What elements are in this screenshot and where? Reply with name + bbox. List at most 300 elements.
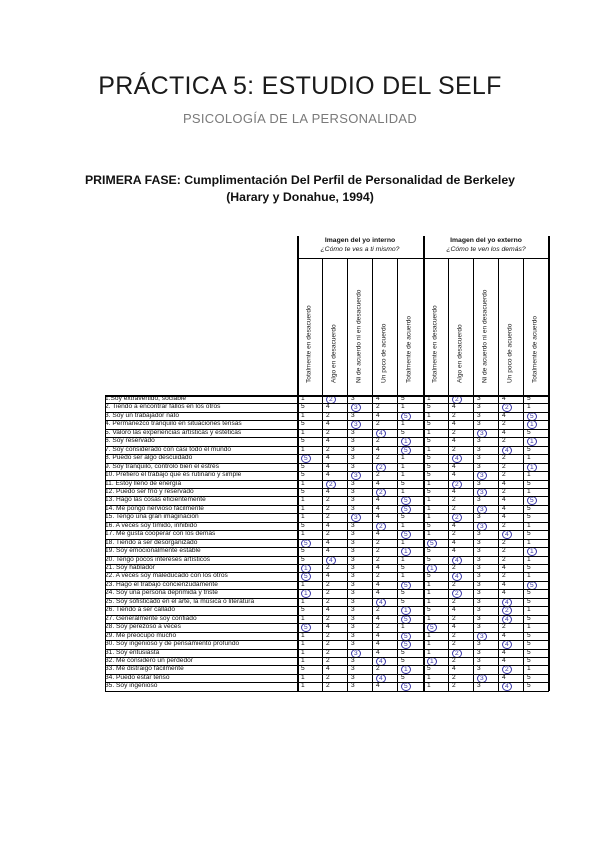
score-cell: 5 [427, 665, 431, 673]
score-cell: 3 [477, 648, 481, 656]
score-cell: 1 [301, 580, 305, 588]
score-cell: 5 [401, 656, 405, 664]
page-title: PRÁCTICA 5: ESTUDIO DEL SELF [98, 72, 502, 100]
score-cell: 2 [502, 547, 506, 555]
circled-answer: 4 [376, 674, 386, 683]
header-divider [297, 258, 549, 259]
circled-answer: 4 [502, 682, 512, 691]
score-cell: 4 [376, 395, 380, 402]
score-cell: 1 [301, 597, 305, 605]
row-divider [105, 429, 549, 430]
circled-answer: 2 [502, 403, 512, 412]
row-divider [105, 463, 549, 464]
score-cell: 1 [301, 504, 305, 512]
score-cell: 2 [376, 606, 380, 614]
circled-answer: 5 [527, 496, 537, 505]
score-cell: 4 [452, 420, 456, 428]
column-divider [498, 258, 499, 691]
score-cell: 5 [301, 555, 305, 563]
score-cell: 1 [527, 521, 531, 529]
score-cell: 1 [301, 530, 305, 538]
circled-answer: 5 [401, 615, 411, 624]
circled-answer: 4 [376, 657, 386, 666]
score-cell: 3 [477, 564, 481, 571]
score-cell: 5 [301, 462, 305, 470]
score-cell: 4 [502, 428, 506, 436]
score-cell: 4 [376, 580, 380, 588]
row-divider [105, 581, 549, 582]
group-internal-question: ¿Cómo te ves a ti mismo? [320, 246, 400, 253]
statement-text: 24. Soy una persona deprimida y triste [105, 589, 218, 597]
score-cell: 1 [427, 513, 431, 521]
score-cell: 1 [427, 589, 431, 597]
score-cell: 3 [351, 623, 355, 631]
score-cell: 4 [326, 623, 330, 631]
score-cell: 4 [502, 411, 506, 419]
score-cell: 4 [376, 530, 380, 538]
statement-text: 8. Puedo ser algo descuidado [105, 454, 193, 462]
score-cell: 5 [527, 673, 531, 681]
score-cell: 5 [301, 420, 305, 428]
score-cell: 4 [326, 471, 330, 479]
column-header [297, 258, 321, 392]
score-cell: 4 [502, 673, 506, 681]
score-cell: 4 [452, 538, 456, 546]
circled-answer: 2 [452, 513, 462, 522]
row-divider [105, 522, 549, 523]
score-cell: 3 [477, 682, 481, 690]
circled-answer: 1 [401, 547, 411, 556]
score-cell: 5 [301, 437, 305, 445]
circled-answer: 3 [351, 513, 361, 522]
score-cell: 1 [401, 462, 405, 470]
column-header [473, 258, 497, 392]
score-cell: 1 [427, 411, 431, 419]
score-cell: 3 [351, 496, 355, 504]
row-divider [105, 454, 549, 455]
row-divider [105, 598, 549, 599]
score-cell: 2 [326, 445, 330, 453]
circled-answer: 5 [527, 412, 537, 421]
score-cell: 1 [527, 555, 531, 563]
score-cell: 3 [477, 496, 481, 504]
score-cell: 1 [427, 496, 431, 504]
circled-answer: 2 [376, 488, 386, 497]
score-cell: 1 [401, 403, 405, 411]
score-cell: 3 [477, 606, 481, 614]
score-cell: 5 [427, 403, 431, 411]
score-cell: 2 [376, 623, 380, 631]
score-cell: 1 [427, 640, 431, 648]
score-cell: 1 [301, 445, 305, 453]
row-divider [105, 488, 549, 489]
score-cell: 3 [351, 462, 355, 470]
score-cell: 2 [452, 614, 456, 622]
statement-text: 19. Soy emocionalmente estable [105, 547, 201, 555]
score-cell: 1 [427, 504, 431, 512]
score-cell: 2 [326, 580, 330, 588]
score-cell: 5 [301, 403, 305, 411]
row-divider [105, 665, 549, 666]
score-cell: 2 [326, 564, 330, 571]
row-divider [105, 691, 549, 692]
score-cell: 2 [502, 572, 506, 580]
score-cell: 5 [527, 656, 531, 664]
score-cell: 3 [477, 411, 481, 419]
statement-text: 16. A veces soy tímido, inhibido [105, 521, 197, 529]
statement-text: 3. Soy un trabajador nato [105, 411, 180, 419]
score-cell: 4 [452, 437, 456, 445]
circled-answer: 4 [326, 556, 336, 565]
circled-answer: 3 [477, 471, 487, 480]
column-header-label: Ni de acuerdo ni en desacuerdo [355, 289, 363, 383]
score-cell: 1 [301, 428, 305, 436]
circled-answer: 2 [452, 480, 462, 489]
score-cell: 4 [502, 656, 506, 664]
score-cell: 1 [427, 395, 431, 402]
circled-answer: 5 [301, 539, 311, 548]
score-cell: 5 [401, 513, 405, 521]
score-cell: 4 [326, 487, 330, 495]
score-cell: 5 [527, 589, 531, 597]
score-cell: 2 [376, 437, 380, 445]
score-cell: 5 [527, 479, 531, 487]
column-header-label: Un poco de acuerdo [506, 323, 514, 383]
circled-answer: 3 [351, 471, 361, 480]
circled-answer: 4 [376, 598, 386, 607]
score-cell: 5 [401, 597, 405, 605]
score-cell: 2 [326, 411, 330, 419]
statement-text: 2. Tiendo a encontrar fallos en los otros [105, 403, 221, 411]
circled-answer: 5 [301, 572, 311, 581]
section-heading-line1: PRIMERA FASE: Cumplimentación Del Perfil de Personalidad de Berkeley [84, 173, 516, 187]
score-cell: 2 [326, 428, 330, 436]
score-cell: 1 [427, 428, 431, 436]
score-cell: 3 [351, 656, 355, 664]
score-cell: 5 [527, 682, 531, 690]
score-cell: 5 [427, 555, 431, 563]
score-cell: 2 [452, 530, 456, 538]
table-left-border [105, 395, 106, 691]
score-cell: 2 [502, 623, 506, 631]
score-cell: 1 [527, 454, 531, 462]
circled-answer: 1 [427, 564, 437, 573]
circled-answer: 3 [351, 420, 361, 429]
circled-answer: 1 [527, 463, 537, 472]
score-cell: 2 [376, 547, 380, 555]
score-cell: 1 [527, 606, 531, 614]
statement-text: 13. Hago las cosas eficientemente [105, 496, 206, 504]
statement-text: 5. Valoro las experiencias artísticas y estéticas [105, 428, 242, 436]
score-cell: 3 [477, 479, 481, 487]
column-divider [347, 258, 348, 691]
statement-text: 26. Tiendo a ser callado [105, 606, 176, 614]
row-divider [105, 480, 549, 481]
statement-text: 28. Soy perezoso a veces [105, 623, 181, 631]
column-header-label: Ni de acuerdo ni en desacuerdo [481, 289, 489, 383]
score-cell: 5 [401, 673, 405, 681]
score-cell: 4 [376, 682, 380, 690]
score-cell: 1 [401, 538, 405, 546]
score-cell: 1 [527, 665, 531, 673]
column-divider [448, 258, 449, 691]
score-cell: 3 [351, 606, 355, 614]
score-cell: 1 [301, 411, 305, 419]
score-cell: 4 [502, 513, 506, 521]
row-divider [105, 437, 549, 438]
score-cell: 3 [351, 597, 355, 605]
row-divider [105, 496, 549, 497]
circled-answer: 5 [527, 581, 537, 590]
score-cell: 4 [502, 496, 506, 504]
score-cell: 5 [527, 445, 531, 453]
column-header-label: Totalmente de acuerdo [531, 315, 539, 383]
column-divider [548, 258, 549, 691]
score-cell: 2 [376, 471, 380, 479]
row-divider [105, 539, 549, 540]
score-cell: 2 [502, 487, 506, 495]
statement-text: 25. Soy sofisticado en el arte, la música o literatura [105, 597, 255, 605]
score-cell: 2 [452, 504, 456, 512]
circled-answer: 1 [527, 547, 537, 556]
statement-text: 33. Me distraigo fácilmente [105, 665, 184, 673]
score-cell: 5 [527, 648, 531, 656]
score-cell: 3 [351, 521, 355, 529]
circled-answer: 3 [477, 505, 487, 514]
score-cell: 1 [301, 614, 305, 622]
score-cell: 4 [502, 504, 506, 512]
circled-answer: 3 [351, 403, 361, 412]
row-divider [105, 649, 549, 650]
score-cell: 5 [401, 589, 405, 597]
score-cell: 4 [502, 631, 506, 639]
circled-answer: 5 [401, 581, 411, 590]
score-cell: 3 [477, 589, 481, 597]
statement-text: 10. Prefiero el trabajo que es rutinario y simple [105, 471, 242, 479]
circled-answer: 2 [326, 480, 336, 489]
score-cell: 3 [477, 403, 481, 411]
circled-answer: 4 [502, 598, 512, 607]
score-cell: 3 [351, 428, 355, 436]
row-divider [105, 564, 549, 565]
score-cell: 2 [326, 682, 330, 690]
score-cell: 4 [376, 445, 380, 453]
score-cell: 2 [326, 597, 330, 605]
section-heading-line2: (Harary y Donahue, 1994) [226, 190, 374, 204]
row-divider [105, 674, 549, 675]
score-cell: 1 [427, 614, 431, 622]
score-cell: 3 [351, 589, 355, 597]
column-header [322, 258, 346, 392]
row-divider [105, 556, 549, 557]
row-divider [105, 403, 549, 404]
statement-text: 14. Me pongo nervioso fácilmente [105, 504, 204, 512]
score-cell: 5 [401, 648, 405, 656]
score-cell: 3 [477, 454, 481, 462]
score-cell: 1 [401, 454, 405, 462]
score-cell: 2 [452, 597, 456, 605]
score-cell: 3 [351, 437, 355, 445]
score-cell: 3 [477, 665, 481, 673]
score-cell: 1 [301, 513, 305, 521]
score-cell: 4 [376, 648, 380, 656]
score-cell: 3 [477, 614, 481, 622]
score-cell: 2 [376, 538, 380, 546]
score-cell: 3 [351, 504, 355, 512]
column-header-label: Totalmente en desacuerdo [431, 305, 439, 383]
statement-text: 21. Soy hablador [105, 564, 155, 571]
score-cell: 4 [376, 411, 380, 419]
score-cell: 3 [477, 547, 481, 555]
score-cell: 4 [452, 521, 456, 529]
circled-answer: 3 [477, 522, 487, 531]
score-cell: 5 [401, 564, 405, 571]
circled-answer: 4 [502, 446, 512, 455]
statement-text: 35. Soy ingenioso [105, 682, 158, 690]
score-cell: 5 [527, 614, 531, 622]
statement-text: 17. Me gusta cooperar con los demás [105, 530, 216, 538]
statement-text: 9. Soy tranquilo, controlo bien el estrés [105, 462, 219, 470]
score-cell: 2 [326, 631, 330, 639]
score-cell: 5 [427, 606, 431, 614]
score-cell: 2 [376, 403, 380, 411]
score-cell: 1 [527, 538, 531, 546]
score-cell: 3 [477, 462, 481, 470]
circled-answer: 1 [527, 420, 537, 429]
score-cell: 1 [301, 656, 305, 664]
column-divider [397, 258, 398, 691]
score-cell: 1 [427, 682, 431, 690]
row-divider [105, 505, 549, 506]
score-cell: 3 [351, 530, 355, 538]
statement-text: 11. Estoy lleno de energía [105, 479, 182, 487]
score-cell: 4 [376, 496, 380, 504]
row-divider [105, 615, 549, 616]
group-external-question: ¿Cómo te ven los demás? [446, 246, 526, 253]
score-cell: 2 [326, 530, 330, 538]
circled-answer: 1 [427, 657, 437, 666]
circled-answer: 3 [477, 429, 487, 438]
score-cell: 3 [477, 437, 481, 445]
score-cell: 2 [502, 538, 506, 546]
statement-text: 18. Tiendo a ser desorganizado [105, 538, 198, 546]
circled-answer: 4 [502, 530, 512, 539]
score-cell: 2 [502, 471, 506, 479]
score-cell: 5 [427, 572, 431, 580]
circled-answer: 5 [401, 640, 411, 649]
score-cell: 1 [301, 631, 305, 639]
statement-text: 6. Soy reservado [105, 437, 155, 445]
score-cell: 2 [452, 445, 456, 453]
statement-text: 31. Soy entusiasta [105, 648, 160, 656]
row-divider [105, 606, 549, 607]
score-cell: 2 [452, 656, 456, 664]
score-cell: 4 [376, 631, 380, 639]
score-cell: 2 [326, 513, 330, 521]
score-cell: 1 [427, 648, 431, 656]
score-cell: 1 [301, 673, 305, 681]
circled-answer: 1 [301, 564, 311, 573]
score-cell: 4 [502, 479, 506, 487]
score-cell: 4 [326, 437, 330, 445]
row-divider [105, 530, 549, 531]
score-cell: 1 [401, 623, 405, 631]
row-divider [105, 589, 549, 590]
score-cell: 4 [502, 395, 506, 402]
circled-answer: 4 [452, 572, 462, 581]
section-heading [60, 172, 540, 206]
circled-answer: 5 [401, 682, 411, 691]
column-header-label: Un poco de acuerdo [380, 323, 388, 383]
circled-answer: 5 [401, 632, 411, 641]
column-header [423, 258, 447, 392]
column-divider [297, 258, 298, 691]
column-divider [372, 258, 373, 691]
score-cell: 2 [452, 682, 456, 690]
score-cell: 1 [401, 521, 405, 529]
circled-answer: 2 [452, 589, 462, 598]
score-cell: 4 [502, 580, 506, 588]
score-cell: 3 [477, 580, 481, 588]
score-cell: 4 [326, 606, 330, 614]
score-cell: 2 [452, 564, 456, 571]
circled-answer: 4 [376, 429, 386, 438]
score-cell: 3 [351, 487, 355, 495]
score-cell: 3 [351, 665, 355, 673]
score-cell: 1 [301, 640, 305, 648]
score-cell: 3 [477, 445, 481, 453]
score-cell: 5 [527, 564, 531, 571]
group-header-external [423, 236, 549, 254]
score-cell: 4 [452, 547, 456, 555]
score-cell: 1 [301, 479, 305, 487]
score-cell: 5 [527, 395, 531, 402]
row-divider [105, 446, 549, 447]
score-cell: 1 [401, 572, 405, 580]
score-cell: 5 [301, 521, 305, 529]
statement-text: 1.Soy extravertido, sociable [105, 395, 186, 402]
circled-answer: 5 [301, 454, 311, 463]
score-cell: 4 [376, 640, 380, 648]
column-header [347, 258, 371, 392]
score-cell: 3 [351, 572, 355, 580]
score-cell: 4 [326, 538, 330, 546]
score-cell: 3 [477, 640, 481, 648]
score-cell: 2 [452, 580, 456, 588]
score-cell: 5 [427, 420, 431, 428]
score-cell: 1 [301, 395, 305, 402]
row-divider [105, 412, 549, 413]
score-cell: 5 [427, 454, 431, 462]
score-cell: 2 [502, 462, 506, 470]
score-cell: 3 [351, 395, 355, 402]
score-cell: 3 [477, 597, 481, 605]
score-cell: 1 [301, 682, 305, 690]
score-cell: 2 [326, 648, 330, 656]
score-cell: 4 [326, 521, 330, 529]
statement-text: 29. Me preocupo mucho [105, 631, 177, 639]
circled-answer: 5 [401, 446, 411, 455]
score-cell: 2 [452, 496, 456, 504]
score-cell: 4 [502, 589, 506, 597]
score-cell: 2 [326, 589, 330, 597]
score-cell: 1 [301, 648, 305, 656]
score-cell: 5 [527, 597, 531, 605]
score-cell: 1 [527, 623, 531, 631]
score-cell: 3 [351, 445, 355, 453]
score-cell: 1 [401, 487, 405, 495]
score-cell: 5 [301, 606, 305, 614]
